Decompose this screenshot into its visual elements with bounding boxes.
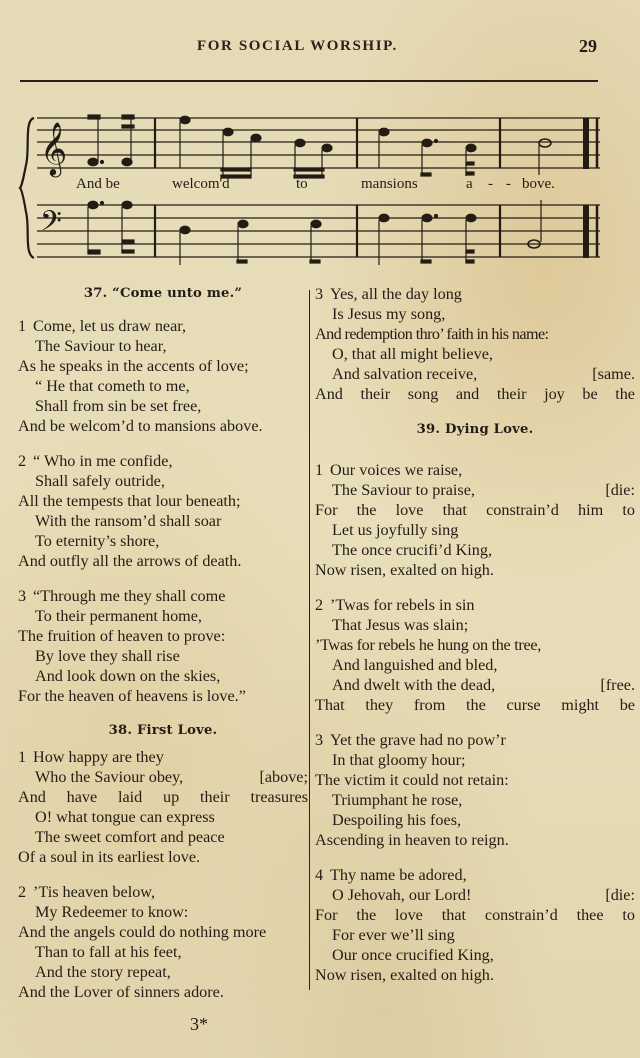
verse-line: To their permanent home,: [35, 607, 202, 625]
turnover-bracket: [above;: [259, 768, 308, 786]
turnover-bracket: [die:: [605, 886, 635, 904]
lyric-word: bove.: [522, 176, 555, 192]
turnover-bracket: [same.: [592, 365, 635, 383]
stanza: [315, 865, 635, 985]
lyric-word: -: [488, 176, 493, 192]
verse-line: ’Twas for rebels he hung on the tree,: [315, 636, 541, 654]
verse-line: As he speaks in the accents of love;: [18, 357, 249, 375]
verse-line: Of a soul in its earliest love.: [18, 848, 201, 866]
verse-line: Shall from sin be set free,: [35, 397, 202, 415]
bass-clef-icon: 𝄢: [40, 205, 62, 245]
lyric-word: to: [296, 176, 308, 192]
header-rule: [20, 80, 598, 82]
verse-line: Ascending in heaven to reign.: [315, 831, 509, 849]
stanza: [18, 451, 308, 571]
stanza-number: 4: [315, 866, 324, 884]
verse-line: And redemption thro’ faith in his name:: [315, 325, 549, 343]
verse-line: And have laid up their treasures: [18, 788, 308, 806]
verse-line: 3 “Through me they shall come: [18, 587, 226, 605]
stanza: [18, 316, 308, 436]
stanza: [18, 882, 308, 1002]
verse-line: Shall safely outride,: [35, 472, 165, 490]
verse-line: 3 Yet the grave had no pow’r: [315, 731, 506, 749]
verse-line: Than to fall at his feet,: [35, 943, 182, 961]
lyric-word: mansions: [361, 176, 418, 192]
verse-line: For ever we’ll sing: [332, 926, 455, 944]
stanza-number: 1: [18, 317, 27, 335]
verse-line: And dwelt with the dead, [free.: [332, 676, 635, 694]
left-column: [18, 284, 308, 1002]
verse-line: For the love that constrain’d him to: [315, 501, 635, 519]
verse-line: The victim it could not retain:: [315, 771, 509, 789]
stanza-number: 2: [18, 883, 27, 901]
stanza-number: 2: [315, 596, 324, 614]
stanza: [315, 595, 635, 715]
verse-line: O Jehovah, our Lord! [die:: [332, 886, 635, 904]
verse-line: And outfly all the arrows of death.: [18, 552, 242, 570]
column-divider: [309, 290, 310, 990]
running-head: [0, 36, 640, 58]
verse-line: Now risen, exalted on high.: [315, 966, 494, 984]
verse-line: Let us joyfully sing: [332, 521, 459, 539]
turnover-bracket: [free.: [600, 676, 635, 694]
verse-line: All the tempests that lour beneath;: [18, 492, 241, 510]
verse-line: And the story repeat,: [35, 963, 171, 981]
stanza: [18, 747, 308, 867]
verse-line: The sweet comfort and peace: [35, 828, 225, 846]
verse-line: For the heaven of heavens is love.”: [18, 687, 246, 705]
verse-line: The Saviour to praise, [die:: [332, 481, 635, 499]
verse-line: Triumphant he rose,: [332, 791, 463, 809]
stanza: [315, 730, 635, 850]
stanza-number: 3: [315, 731, 324, 749]
lyric-word: -: [506, 176, 511, 192]
verse-line: “ He that cometh to me,: [35, 377, 190, 395]
verse-line: Our once crucified King,: [332, 946, 494, 964]
verse-line: 2 ’Tis heaven below,: [18, 883, 155, 901]
stanza-number: 1: [18, 748, 27, 766]
verse-line: And the Lover of sinners adore.: [18, 983, 224, 1001]
stanza-number: 1: [315, 461, 324, 479]
stanza-number: 3: [315, 285, 324, 303]
music-score: [0, 100, 640, 280]
stanza-number: 2: [18, 452, 27, 470]
verse-line: My Redeemer to know:: [35, 903, 189, 921]
verse-line: Despoiling his foes,: [332, 811, 462, 829]
hymn-title: 37. “Come unto me.”: [83, 286, 243, 301]
lyric-word: a: [466, 176, 473, 192]
verse-line: And salvation receive, [same.: [332, 365, 635, 383]
verse-line: 2 “ Who in me confide,: [18, 452, 173, 470]
verse-line: 3 Yes, all the day long: [315, 285, 462, 303]
verse-line: 1 Come, let us draw near,: [18, 317, 187, 335]
verse-line: With the ransom’d shall soar: [35, 512, 222, 530]
hymn-title: 39. Dying Love.: [416, 422, 534, 437]
verse-line: In that gloomy hour;: [332, 751, 466, 769]
verse-line: 2 ’Twas for rebels in sin: [315, 596, 475, 614]
signature-mark: 3*: [190, 1014, 208, 1034]
verse-line: Now risen, exalted on high.: [315, 561, 494, 579]
verse-line: The Saviour to hear,: [35, 337, 167, 355]
verse-line: O! what tongue can express: [35, 808, 215, 826]
verse-line: Who the Saviour obey, [above;: [35, 768, 308, 786]
verse-line: And languished and bled,: [332, 656, 498, 674]
verse-line: And look down on the skies,: [35, 667, 221, 685]
stanza-number: 3: [18, 587, 27, 605]
verse-line: The once crucifi’d King,: [332, 541, 493, 559]
verse-line: 1 Our voices we raise,: [315, 461, 463, 479]
stanza: [18, 586, 308, 706]
treble-clef-icon: 𝄞: [40, 121, 68, 175]
music-lyrics: [0, 176, 640, 196]
verse-line: That Jesus was slain;: [332, 616, 469, 634]
running-title: FOR SOCIAL WORSHIP.: [197, 38, 398, 54]
verse-line: That they from the curse might be: [315, 696, 635, 714]
verse-line: And their song and their joy be the: [315, 385, 635, 403]
right-column: [315, 284, 635, 985]
verse-line: By love they shall rise: [35, 647, 180, 665]
stanza: [315, 460, 635, 580]
lyric-word: welcom'd: [172, 176, 230, 192]
lyric-word: And be: [76, 176, 120, 192]
verse-line: The fruition of heaven to prove:: [18, 627, 226, 645]
verse-line: Is Jesus my song,: [332, 305, 446, 323]
stanza: [315, 284, 635, 404]
turnover-bracket: [die:: [605, 481, 635, 499]
hymn-title: 38. First Love.: [108, 723, 218, 738]
verse-line: For the love that constrain’d thee to: [315, 906, 635, 924]
verse-line: O, that all might believe,: [332, 345, 493, 363]
verse-line: And be welcom’d to mansions above.: [18, 417, 263, 435]
verse-line: 1 How happy are they: [18, 748, 164, 766]
page-number: 29: [579, 36, 597, 56]
verse-line: 4 Thy name be adored,: [315, 866, 467, 884]
verse-line: To eternity’s shore,: [35, 532, 160, 550]
verse-line: And the angels could do nothing more: [18, 923, 267, 941]
